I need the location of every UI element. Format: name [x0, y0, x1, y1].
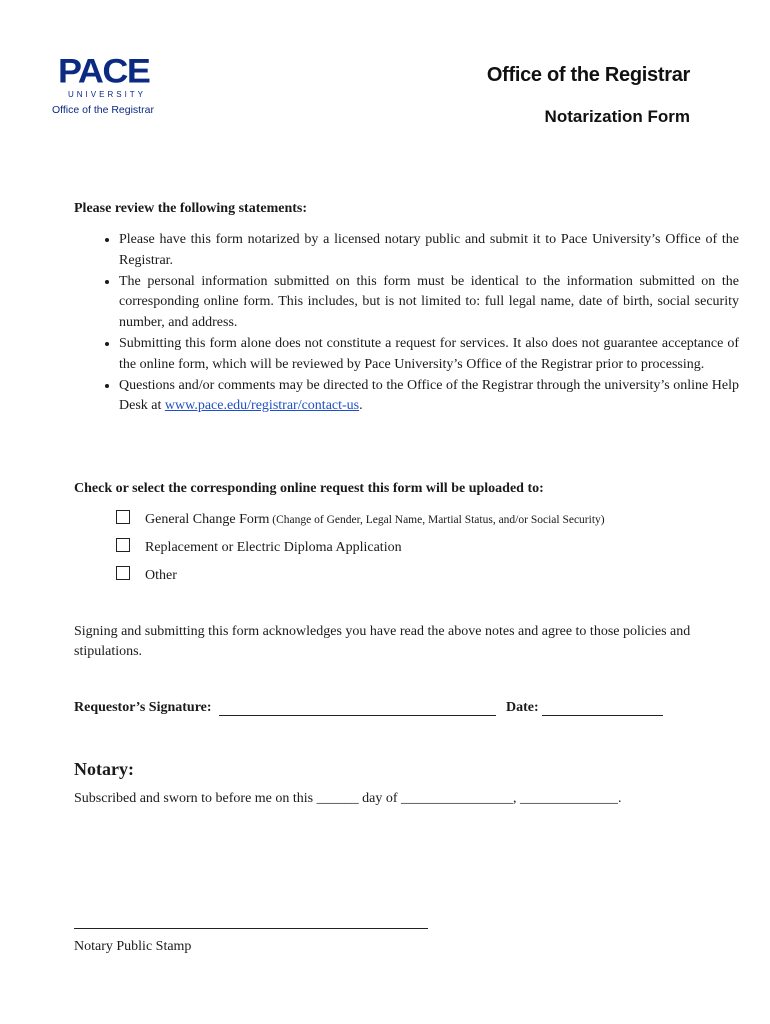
option-label: General Change Form: [145, 512, 270, 527]
review-heading: Please review the following statements:: [74, 201, 308, 216]
checkbox[interactable]: [116, 538, 130, 552]
statement-end: .: [359, 398, 363, 414]
checkbox[interactable]: [116, 566, 130, 580]
statement-text: Questions and/or comments may be directed to the Office of the Registrar through the university’s online Help Desk at: [119, 377, 739, 414]
pace-university-logo: [52, 51, 162, 116]
option-label: Replacement or Electric Diploma Application: [145, 540, 402, 555]
sworn-text: .: [618, 791, 622, 806]
sworn-text: ,: [513, 791, 521, 806]
logo-university: UNIVERSITY: [68, 90, 147, 99]
help-desk-link[interactable]: www.pace.edu/registrar/contact-us: [164, 398, 360, 414]
option-general-change[interactable]: [116, 510, 605, 528]
signature-row: [74, 700, 663, 716]
logo-office: Office of the Registrar: [52, 104, 154, 116]
sworn-text: Subscribed and sworn to before me on this: [74, 791, 317, 806]
logo-wordmark: PACE: [58, 51, 150, 91]
statement-item: • The personal information submitted on this form must be identical to the information submitted on the corresponding online form. This includes, but is not limited to: full legal name, date of birth, social security number, and address.: [119, 272, 739, 334]
option-diploma-application[interactable]: [116, 538, 402, 556]
sworn-text: day of: [358, 791, 402, 806]
statement-item: • Submitting this form alone does not constitute a request for services. It also does not guarantee acceptance of the online form, which will be reviewed by Pace University’s Office of the Registrar prior to processing.: [119, 334, 739, 375]
option-label: Other: [145, 568, 177, 583]
year-blank[interactable]: ______________: [520, 791, 619, 806]
statement-list: [74, 230, 739, 417]
page-title: Office of the Registrar: [486, 64, 690, 86]
statement-item: [119, 376, 739, 417]
checkbox[interactable]: [116, 510, 130, 524]
statement-item: • Please have this form notarized by a licensed notary public and submit it to Pace University’s Office of the Registrar.: [119, 230, 739, 271]
notary-stamp-label: Notary Public Stamp: [74, 939, 192, 954]
sworn-statement: [74, 791, 622, 807]
option-note: (Change of Gender, Legal Name, Martial Status, and/or Social Security): [269, 514, 605, 526]
acknowledgement-text: Signing and submitting this form acknowledges you have read the above notes and agree to those policies and stipulations.: [74, 624, 691, 659]
check-heading: Check or select the corresponding online request this form will be uploaded to:: [74, 481, 544, 496]
form-title: Notarization Form: [544, 107, 690, 126]
signature-label: Requestor’s Signature:: [74, 700, 212, 715]
date-label: Date:: [506, 700, 539, 715]
day-blank[interactable]: ______: [316, 791, 359, 806]
date-field[interactable]: [542, 700, 663, 716]
option-other[interactable]: [116, 566, 177, 584]
month-blank[interactable]: ________________: [401, 791, 514, 806]
stamp-line: [74, 928, 428, 929]
signature-field[interactable]: [219, 700, 496, 716]
notary-heading: Notary:: [74, 759, 134, 779]
